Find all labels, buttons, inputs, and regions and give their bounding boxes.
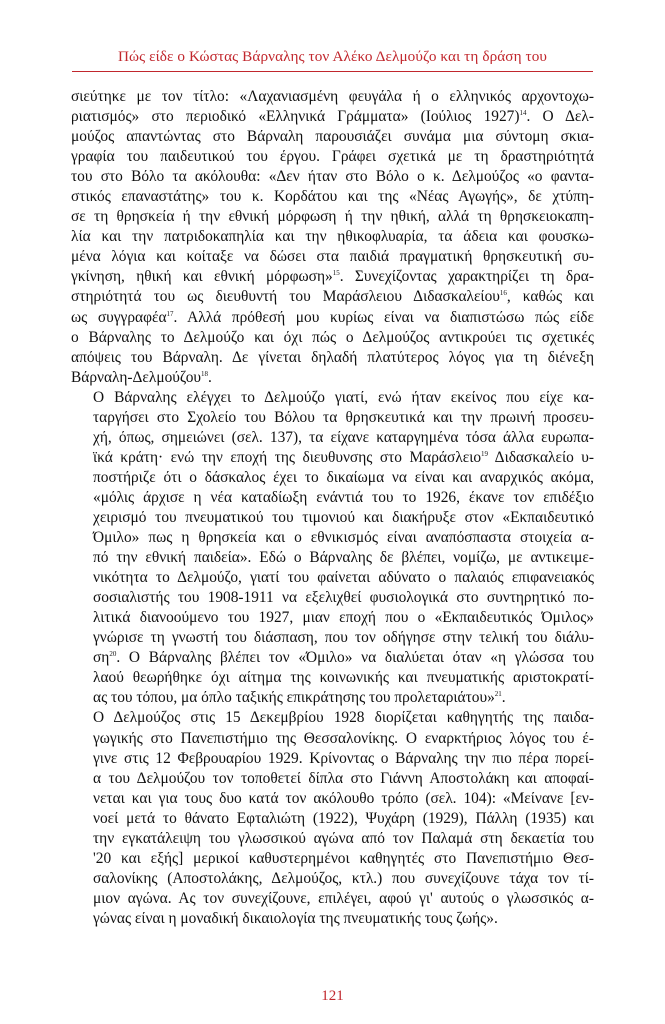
paragraph bbox=[71, 388, 594, 709]
text-line: '20 και εξής] μερικοί καθυστερημένοι καθηγητές στο Πανεπιστήμιο Θεσ- bbox=[93, 849, 594, 867]
footnote-marker: 15 bbox=[332, 269, 340, 278]
text-line: ταργήσει στο Σχολείο του Βόλου τα θρησκευτικά και την πρωινή προσευ- bbox=[93, 408, 594, 426]
paragraph bbox=[71, 87, 594, 388]
text-line: σοσιαλιστής του 1908-1911 να εξελιχθεί φυσιολογικά στο συντηρητικό πο- bbox=[93, 589, 594, 607]
text-line: γραφία του παιδευτικού του έργου. Γράφει σχετικά με τη δραστηριότητά bbox=[71, 148, 594, 166]
text-line: Όμιλο» πως η θρησκεία και ο εθνικισμός είναι αναπόσπαστα στοιχεία α- bbox=[93, 529, 594, 547]
text-line: νικότητα το Δελμούζο, γιατί του φαίνεται αδύνατο ο παλαιός επιφανειακός bbox=[93, 569, 594, 587]
text-line: λία και την πατριδοκαπηλία και την ηθικοφλυαρία, τα άδεια και φουσκω- bbox=[71, 228, 594, 246]
text-line: $\sigma\eta^{20}$. Ο Βάρναλης βλέπει τον «Όμιλο» να διαλύεται όταν «η γλώσσα του bbox=[93, 649, 594, 667]
text-line: Ο Βάρναλης ελέγχει το Δελμούζο γιατί, ενώ ήταν εκείνος που είχε κα- bbox=[93, 388, 594, 406]
paragraph bbox=[71, 708, 594, 929]
text-line: ας του τόπου, μα όπλο ταξικής επικράτησης του προλεταριάτου»$^{21}$. bbox=[93, 689, 506, 707]
text-line: μιον αγώνα. Ας τον συνεχίζουνε, επιλέγει, αφού γι' αυτούς ο γλωσσικός α- bbox=[93, 889, 594, 907]
text-line: μούζος απαντώντας στο Βάρναλη παρουσιάζει συνάμα μια σύντομη σκια- bbox=[71, 128, 594, 146]
text-line: μένα λόγια και κοίταξε να δώσει στα παιδιά πραγματική θρησκευτική συ- bbox=[71, 248, 594, 266]
text-line: πό την εθνική παιδεία». Εδώ ο Βάρναλης δε βλέπει, νομίζω, με αντικειμε- bbox=[93, 549, 594, 567]
text-line: ποστήριζε ότι ο δάσκαλος έχει το δικαίωμα να είναι και αναρχικός ακόμα, bbox=[93, 468, 594, 486]
footnote-marker: 14 bbox=[519, 108, 527, 117]
text-line: α του Δελμούζου τον τοποθετεί δίπλα στο Γιάννη Αποστολάκη και αποφαί- bbox=[93, 769, 594, 787]
text-line: γώνας είναι η μοναδική δικαιολογία της πνευματικής τους ζωής». bbox=[93, 909, 498, 927]
text-line: ο Βάρναλης το Δελμούζο και όχι πώς ο Δελμούζος αντικρούει τις σχετικές bbox=[71, 328, 594, 346]
text-line: ριατισμός» στο περιοδικό «Ελληνικά Γράμματα» (Ιούλιος 1927)$^{14}$. Ο Δελ- bbox=[71, 108, 594, 126]
footnote-marker: 16 bbox=[499, 289, 507, 298]
footnote-marker: 20 bbox=[109, 650, 117, 659]
text-line: σαλονίκης (Αποστολάκης, Δελμούζος, κτλ.) που συνεχίζουνε τάχα τον τί- bbox=[93, 869, 594, 887]
text-line: σιεύτηκε με τον τίτλο: «Λαχανιασμένη φευγάλα ή ο ελληνικός αρχοντοχω- bbox=[71, 88, 594, 105]
text-line: χειρισμό του πνευματικού του τιμονιού και διακήρυξε στον «Εκπαιδευτικό bbox=[93, 508, 594, 526]
text-line: Βάρναλη-Δελμούζου$^{18}$. bbox=[71, 368, 212, 386]
running-head: Πώς είδε ο Κώστας Βάρναλης τον Αλέκο Δελμούζο και τη δράση του bbox=[117, 48, 548, 65]
text-line: γινε στις 12 Φεβρουαρίου 1929. Κρίνοντας ο Βάρναλης την πιο πέρα πορεί- bbox=[93, 749, 594, 767]
text-line: Ο Δελμούζος στις 15 Δεκεμβρίου 1928 διορίζεται καθηγητής της παιδα- bbox=[93, 709, 594, 727]
text-line: λαού θεωρήθηκε όχι αίτημα της κοινωνικής και πνευματικής αριστοκρατί- bbox=[93, 669, 594, 687]
text-line: την εγκατάλειψη του γλωσσικού αγώνα από τον Παλαμά στη δεκαετία του bbox=[93, 829, 594, 847]
text-line: γνώρισε τη γνωστή του διάσπαση, που τον οδήγησε στην τελική του διάλυ- bbox=[93, 629, 594, 647]
footnote-marker: 17 bbox=[166, 309, 174, 318]
text-line: λιτικά διανοούμενο του 1927, μιαν εποχή που ο «Εκπαιδευτικός Όμιλος» bbox=[93, 609, 594, 627]
text-line: στικός επαναστάτης» του κ. Κορδάτου και της «Νέας Αγωγής», δε χτύπη- bbox=[71, 188, 594, 206]
header-rule bbox=[72, 71, 593, 72]
footnote-marker: 18 bbox=[201, 369, 209, 378]
text-line: ϊκά κράτη· ενώ την εποχή της διευθυνσης στο Μαράσλειο$^{19}$ Διδασκαλείο υ- bbox=[93, 448, 595, 466]
text-line: γκίνηση, ηθική και εθνική μόρφωση»$^{15}$. Συνεχίζοντας χαρακτηρίζει τη δρα- bbox=[71, 268, 594, 286]
body-text bbox=[71, 87, 594, 929]
text-line: σε τη θρησκεία ή την εθνική μόρφωση ή την ηθική, αλλά τη θρησκειοκαπη- bbox=[71, 208, 594, 226]
footnote-marker: 19 bbox=[481, 449, 489, 458]
page-number: 121 bbox=[321, 988, 344, 1004]
text-line: νοεί μετά το θάνατο Εφταλιώτη (1922), Ψυχάρη (1929), Πάλλη (1935) και bbox=[93, 809, 594, 827]
text-line: γωγικής στο Πανεπιστήμιο της Θεσσαλονίκης. Ο εναρκτήριος λόγος του έ- bbox=[93, 729, 594, 747]
footnote-marker: 21 bbox=[494, 690, 502, 699]
text-line: χή, όπως, σημειώνει (σελ. 137), τα είχανε καταργημένα τόσα άλλα ευρωπα- bbox=[93, 428, 594, 446]
text-line: «μόλις άρχισε η νέα καταδίωξη ενάντιά του το 1926, έκανε τον επιδέξιο bbox=[93, 488, 594, 506]
text-line: του στο Βόλο τα ακόλουθα: «Δεν ήταν στο Βόλο ο κ. Δελμούζος «ο φαντα- bbox=[71, 168, 594, 186]
text-line: ως συγγραφέα$^{17}$. Αλλά πρόθεσή μου κυρίως είναι να διαπιστώσω πώς είδε bbox=[71, 308, 594, 326]
text-line: απόψεις του Βάρναλη. Δε γίνεται δηλαδή πλατύτερος λόγος για τη διένεξη bbox=[71, 348, 594, 366]
text-line: νεται και για τους δυο κατά τον ακόλουθο τρόπο (σελ. 104): «Μείνανε [εν- bbox=[93, 789, 594, 807]
text-line: στηριότητά του ως διευθυντή του Μαράσλειου Διδασκαλείου$^{16}$, καθώς και bbox=[71, 288, 594, 306]
